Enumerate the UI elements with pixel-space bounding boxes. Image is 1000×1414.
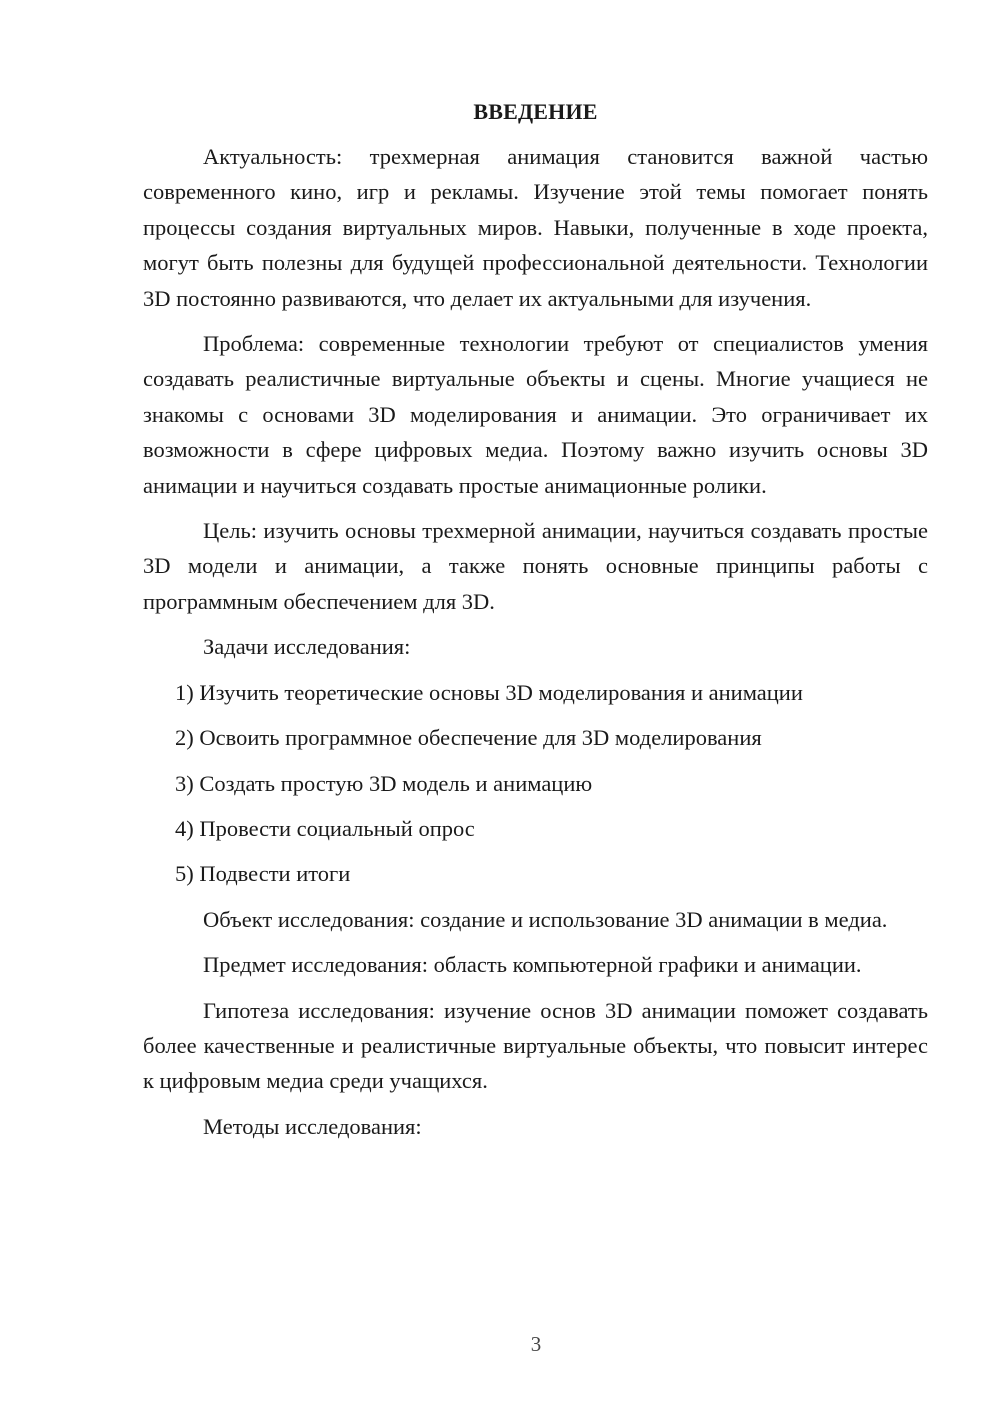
paragraph-object: Объект исследования: создание и использование 3D анимации в медиа. (203, 906, 888, 932)
paragraph-problem: Проблема: современные технологии требуют от специалистов умения создавать реалистичные виртуальные объекты и сцены. Многие учащиеся не знакомы с основами 3D моделирования и анимации. Это ограничивает их возможности в сфере цифровых медиа. Поэтому важно изучить основы 3D анимации и научиться создавать простые анимационные ролики. (143, 331, 928, 498)
list-item: 5) Подвести итоги (175, 861, 351, 887)
tasks-heading: Задачи исследования: (203, 634, 411, 660)
page-number: 3 (530, 1332, 542, 1356)
page-content (143, 94, 928, 1144)
paragraph-relevance: Актуальность: трехмерная анимация становится важной частью современного кино, игр и рекламы. Изучение этой темы помогает понять процессы создания виртуальных миров. Навыки, полученные в ходе проекта, могут быть полезны для будущей профессиональной деятельности. Технологии 3D постоянно развиваются, что делает их актуальными для изучения. (143, 144, 928, 311)
paragraph-hypothesis: Гипотеза исследования: изучение основ 3D анимации поможет создавать более качественные и реалистичные виртуальные объекты, что повысит интерес к цифровым медиа среди учащихся. (143, 997, 928, 1094)
list-item: 1) Изучить теоретические основы 3D моделирования и анимации (175, 679, 803, 705)
paragraph-subject: Предмет исследования: область компьютерной графики и анимации. (203, 952, 862, 978)
task-list (143, 675, 928, 892)
list-item: 4) Провести социальный опрос (175, 815, 475, 841)
list-item: 2) Освоить программное обеспечение для 3D моделирования (175, 725, 762, 751)
methods-heading: Методы исследования: (203, 1113, 422, 1139)
paragraph-goal: Цель: изучить основы трехмерной анимации, научиться создавать простые 3D модели и анимации, а также понять основные принципы работы с программным обеспечением для 3D. (143, 518, 928, 614)
page-title: ВВЕДЕНИЕ (473, 99, 598, 124)
list-item: 3) Создать простую 3D модель и анимацию (175, 770, 593, 796)
